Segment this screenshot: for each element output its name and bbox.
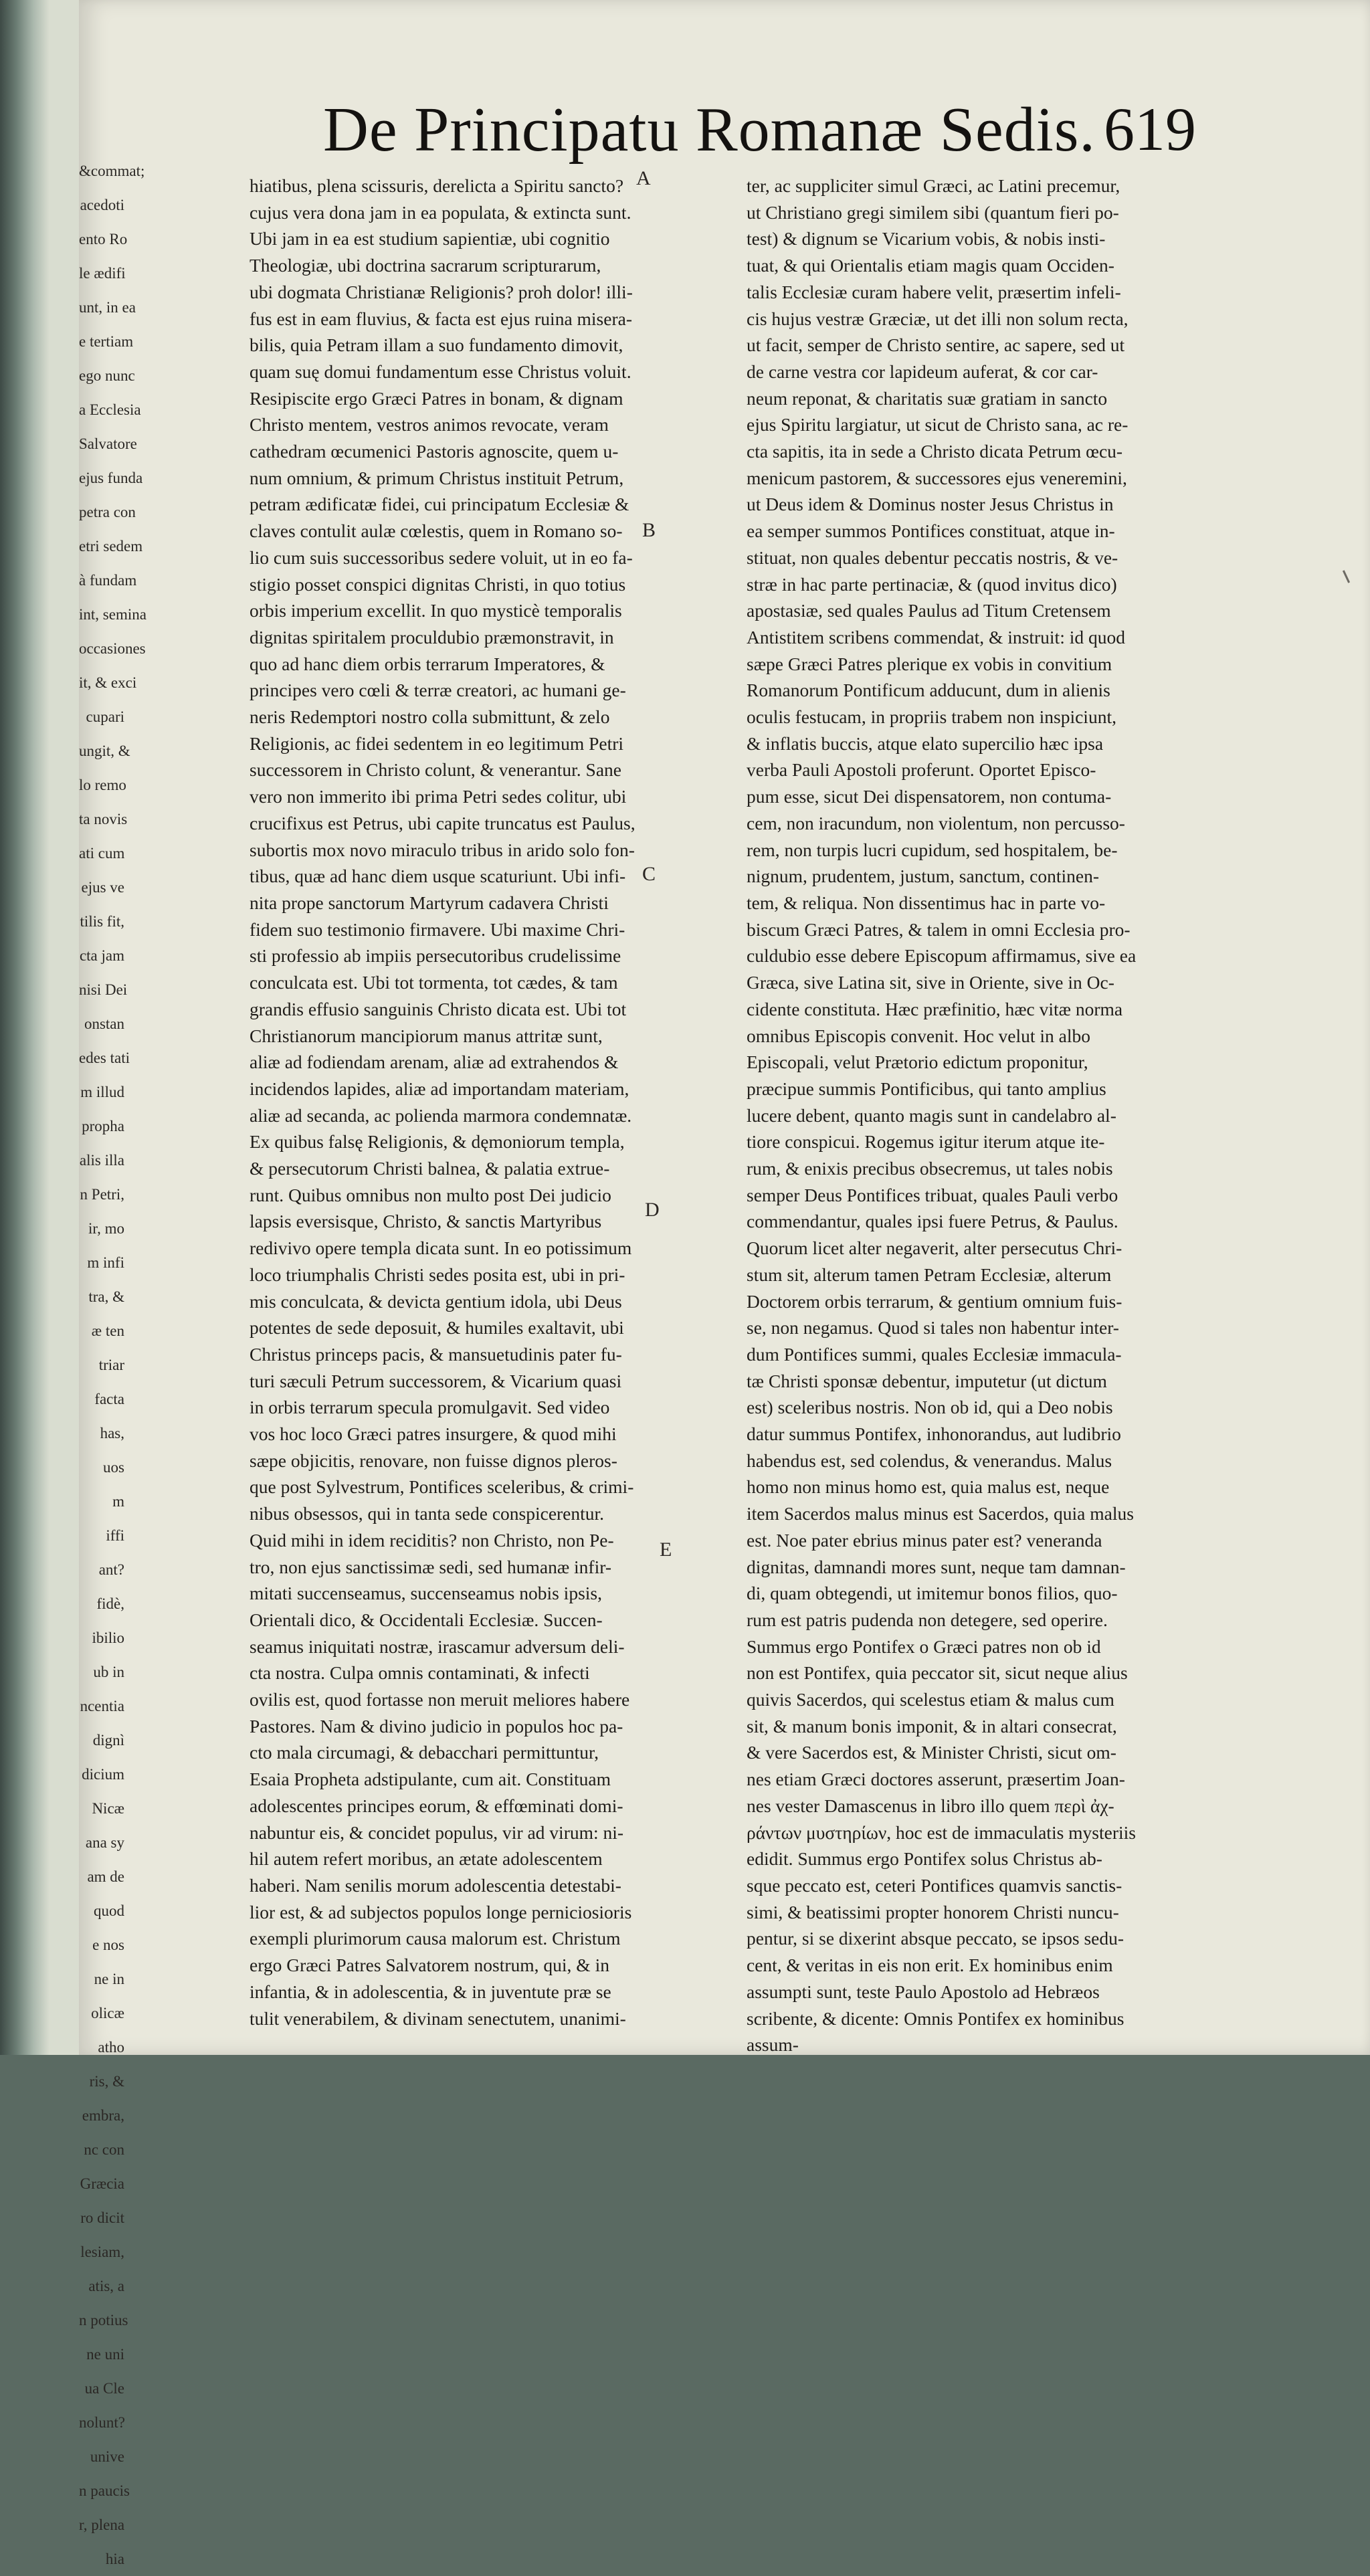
margin-letter-c: C — [642, 863, 656, 885]
text-line: Summus ergo Pontifex o Græci patres non ob id — [747, 1636, 1101, 1657]
facing-page-fragment: dignì — [92, 1732, 124, 1749]
text-line: Esaia Propheta adstipulante, cum ait. Constituam — [250, 1769, 611, 1790]
text-line: & vere Sacerdos est, & Minister Christi, sicut om- — [747, 1742, 1116, 1763]
text-line: cidente constituta. Hæc præfinitio, hæc vitæ norma — [747, 998, 1123, 1019]
text-line: homo non minus homo est, quia malus est, neque — [747, 1476, 1110, 1498]
page-number: 619 — [1104, 95, 1196, 163]
text-line: tem, & reliqua. Non dissentimus hac in parte vo- — [747, 892, 1106, 913]
facing-page-fragment: ro dicit — [80, 2209, 124, 2226]
facing-page-fragment: lo remo — [79, 777, 126, 793]
facing-page-fragment: æ ten — [91, 1322, 124, 1339]
facing-page-fragment: ne in — [94, 1971, 124, 1987]
facing-page-fragment: has, — [100, 1425, 124, 1442]
facing-page-fragment: olicæ — [91, 2005, 124, 2021]
facing-page-fragment: edes tati — [79, 1050, 130, 1066]
text-line: petram ædificatæ fidei, cui principatum Ecclesiæ & — [250, 494, 629, 515]
text-line: oculis festucam, in propriis trabem non inspiciunt, — [747, 706, 1116, 728]
facing-page-fragment: n potius — [79, 2312, 128, 2329]
text-line: nabuntur eis, & concidet populus, vir ad virum: ni- — [250, 1821, 624, 1843]
text-line: pentur, si se dixerint absque peccato, se ipsos sedu- — [747, 1928, 1124, 1949]
text-line: aliæ ad secanda, ac polienda marmora condemnatæ. — [250, 1104, 632, 1126]
margin-letter-b: B — [642, 519, 656, 541]
facing-page-fragment: Nicæ — [92, 1800, 124, 1817]
text-line: potentes de sede deposuit, & humiles exaltavit, ubi — [250, 1317, 624, 1339]
facing-page-fragment: dicium — [82, 1766, 124, 1783]
text-line: exempli plurimorum causa malorum est. Christum — [250, 1928, 621, 1949]
text-line: vero non immerito ibi prima Petri sedes colitur, ubi — [250, 786, 627, 807]
facing-page-fragment: ta novis — [79, 811, 128, 827]
text-line: Antistitem scribens commendat, & instruit: id quod — [747, 626, 1125, 648]
facing-page-fragment: a Ecclesia — [79, 401, 141, 418]
text-line: præcipue summis Pontificibus, qui tanto amplius — [747, 1078, 1106, 1099]
facing-page-fragment: Græcia — [80, 2175, 124, 2192]
text-line: neum reponat, & charitatis suæ gratiam in sancto — [747, 387, 1108, 409]
facing-page-fragment: tilis fit, — [80, 913, 124, 930]
facing-page-fragment: hia — [105, 2551, 124, 2567]
text-line: cem, non iracundum, non violentum, non percusso- — [747, 812, 1125, 833]
text-line: cis hujus vestræ Græciæ, ut det illi non solum recta, — [747, 308, 1129, 329]
text-line: ut facit, semper de Christo sentire, ac sapere, sed ut — [747, 334, 1125, 356]
text-line: claves contulit aulæ cœlestis, quem in Romano so- — [250, 520, 623, 542]
facing-page-fragment: ejus funda — [79, 470, 143, 486]
facing-page-fragment: n paucis — [79, 2482, 130, 2499]
text-line: seamus iniquitati nostræ, irascamur adversum deli- — [250, 1636, 625, 1657]
text-line: fidem suo testimonio firmavere. Ubi maxime Chri- — [250, 918, 625, 940]
text-line: se, non negamus. Quod si tales non habentur inter- — [747, 1317, 1119, 1339]
facing-page-fragment: nisi Dei — [79, 981, 128, 998]
text-line: tulit venerabilem, & divinam senectutem, unanimi- — [250, 2007, 626, 2029]
text-line: ter, ac suppliciter simul Græci, ac Latini precemur, — [747, 175, 1120, 196]
facing-page-fragment: ati cum — [79, 845, 125, 862]
right-text-column — [747, 173, 1208, 2058]
running-title: De Principatu Romanæ Sedis. — [323, 95, 1096, 165]
text-line: quo ad hanc diem orbis terrarum Imperatores, & — [250, 653, 605, 674]
text-line: infantia, & in adolescentia, & in juventute præ se — [250, 1981, 611, 2002]
text-line: nes vester Damascenus in libro illo quem περὶ ἀχ- — [747, 1795, 1114, 1816]
text-line: biscum Græci Patres, & talem in omni Ecclesia pro- — [747, 918, 1131, 940]
facing-page-fragment: ub in — [93, 1664, 124, 1680]
text-line: conculcata est. Ubi tot tormenta, tot cædes, & tam — [250, 972, 618, 993]
text-line: omnibus Episcopis convenit. Hoc velut in albo — [747, 1025, 1091, 1046]
text-line: neris Redemptori nostro colla submittunt, & zelo — [250, 706, 610, 728]
text-line: Episcopali, velut Prætorio edictum proponitur, — [747, 1052, 1088, 1073]
text-line: Christianorum mancipiorum manus attritæ sunt, — [250, 1025, 603, 1046]
text-line: sque peccato est, ceteri Pontifices quamvis sanctis- — [747, 1875, 1122, 1896]
text-line: lucere debent, quanto magis sunt in candelabro al- — [747, 1104, 1116, 1126]
text-line: runt. Quibus omnibus non multo post Dei judicio — [250, 1184, 611, 1205]
facing-page-fragment: int, semina — [79, 606, 146, 623]
text-line: Romanorum Pontificum adducunt, dum in alienis — [747, 680, 1110, 701]
text-line: non est Pontifex, quia peccator sit, sicut neque alius — [747, 1662, 1128, 1684]
text-line: lior est, & ad subjectos populos longe perniciosioris — [250, 1901, 632, 1922]
facing-page-fragment: ir, mo — [88, 1220, 124, 1237]
text-line: tibus, quæ ad hanc diem usque scaturiunt. Ubi infi- — [250, 866, 626, 887]
text-line: menicum pastorem, & successores ejus veneremini, — [747, 467, 1127, 488]
text-line: stigio posset conspici dignitas Christi, in quo totius — [250, 573, 626, 595]
facing-page-fragment: alis illa — [79, 1152, 124, 1169]
facing-page-fragment: ncentia — [80, 1698, 124, 1714]
text-line: adolescentes principes eorum, & effœminati domi- — [250, 1795, 623, 1816]
text-line: aliæ ad fodiendam arenam, aliæ ad extrahendos & — [250, 1052, 619, 1073]
text-line: sti professio ab impiis persecutoribus crudelissime — [250, 945, 621, 967]
text-line: habendus est, sed colendus, & venerandus. Malus — [747, 1450, 1112, 1471]
text-line: ovilis est, quod fortasse non meruit meliores habere — [250, 1689, 630, 1710]
text-line: & inflatis buccis, atque elato supercilio hæc ipsa — [747, 732, 1104, 754]
facing-page-fragment: iffi — [106, 1527, 124, 1544]
text-line: de carne vestra cor lapideum auferat, & cor car- — [747, 361, 1098, 382]
text-line: grandis effusio sanguinis Christo dicata est. Ubi tot — [250, 998, 627, 1019]
facing-page-fragment: ana sy — [85, 1834, 124, 1851]
text-line: Resipiscite ergo Græci Patres in bonam, & dignam — [250, 387, 623, 409]
text-line: edidit. Summus ergo Pontifex solus Christus ab- — [747, 1848, 1102, 1870]
text-line: assumpti sunt, teste Paulo Apostolo ad Hebræos — [747, 1981, 1100, 2002]
text-line: item Sacerdos malus minus est Sacerdos, quia malus — [747, 1503, 1134, 1524]
text-line: Doctorem orbis terrarum, & gentium omnium fuis- — [747, 1290, 1122, 1312]
text-line: ut Christiano gregi similem sibi (quantum fieri po- — [747, 201, 1119, 223]
facing-page-fragment: am de — [87, 1868, 124, 1885]
text-line: sæpe Græci Patres plerique ex vobis in convitium — [747, 653, 1112, 674]
facing-page-fragment: ejus ve — [81, 879, 124, 896]
facing-page-fragment: fidè, — [96, 1595, 124, 1612]
text-line: verba Pauli Apostoli proferunt. Oportet Episco- — [747, 759, 1096, 781]
text-line: principes vero cœli & terræ creatori, ac humani ge- — [250, 680, 626, 701]
text-line: ubi dogmata Christianæ Religionis? proh dolor! illi- — [250, 281, 633, 302]
book-page — [79, 0, 1370, 2567]
text-line: dignitas, damnandi mores sunt, neque tam damnan- — [747, 1556, 1126, 1577]
margin-letter-e: E — [660, 1539, 672, 1561]
text-line: tiore conspicui. Rogemus igitur iterum atque ite- — [747, 1131, 1105, 1153]
facing-page-fragment: uos — [103, 1459, 124, 1476]
text-line: commendantur, quales ipsi fuere Petrus, & Paulus. — [747, 1211, 1118, 1232]
text-line: quam suę domui fundamentum esse Christus voluit. — [250, 361, 631, 382]
text-line: culdubio esse debere Episcopum affirmamus, sive ea — [747, 945, 1137, 967]
facing-page-fragment: m illud — [80, 1084, 124, 1100]
facing-page-fragment: tra, & — [88, 1288, 124, 1305]
text-line: nignum, prudentem, justum, sanctum, continen- — [747, 866, 1099, 887]
text-line: nibus obsessos, qui in tanta sede conspicerentur. — [250, 1503, 605, 1524]
text-line: subortis mox novo miraculo tribus in arido solo fon- — [250, 839, 635, 860]
page-mark — [1343, 570, 1350, 583]
text-line: apostasiæ, sed quales Paulus ad Titum Cretensem — [747, 600, 1111, 621]
text-line: ea semper summos Pontifices constituat, atque in- — [747, 520, 1115, 542]
text-line: tæ Christi sponsæ debentur, imputetur (ut dictum — [747, 1370, 1107, 1391]
text-line: cujus vera dona jam in ea populata, & extincta sunt. — [250, 201, 631, 223]
facing-page-fragment: &commat; — [79, 163, 145, 179]
facing-page-fragment: ungit, & — [79, 742, 130, 759]
text-line: Græca, sive Latina sit, sive in Oriente, sive in Oc- — [747, 972, 1114, 993]
text-line: datur summus Pontifex, inhonorandus, aut ludibrio — [747, 1423, 1121, 1445]
text-line: cta sapitis, ita in sede a Christo dicata Petrum œcu- — [747, 441, 1123, 462]
text-line: loco triumphalis Christi sedes posita est, ubi in pri- — [250, 1264, 625, 1285]
facing-page-fragment: m infi — [87, 1254, 124, 1271]
facing-page-fragment: ris, & — [89, 2073, 124, 2090]
text-line: nita prope sanctorum Martyrum cadavera Christi — [250, 892, 609, 913]
facing-page-fragment: quod — [94, 1902, 124, 1919]
facing-page-fragment: ua Cle — [84, 2380, 124, 2397]
text-line: mis conculcata, & devicta gentium idola, ubi Deus — [250, 1290, 622, 1312]
text-line: orbis imperium excellit. In quo mysticè temporalis — [250, 600, 622, 621]
facing-page-fragment: cupari — [86, 708, 124, 725]
page-header — [243, 94, 1216, 177]
text-line: dignitas spiritalem proculdubio præmonstravit, in — [250, 626, 614, 648]
text-line: est. Noe pater ebrius minus pater est? veneranda — [747, 1529, 1102, 1551]
text-line: nes etiam Græci doctores asserunt, præsertim Joan- — [747, 1769, 1125, 1790]
text-line: est) sceleribus nostris. Non ob id, qui a Deo nobis — [747, 1397, 1113, 1418]
text-line: rem, non turpis lucri cupidum, sed hospitalem, be- — [747, 839, 1118, 860]
facing-page-fragment: n Petri, — [80, 1186, 124, 1203]
margin-letter-a: A — [636, 167, 651, 189]
facing-page-fragment: etri sedem — [79, 538, 143, 555]
facing-page-fragment: cta jam — [79, 947, 124, 964]
facing-page-fragment: nc con — [84, 2141, 124, 2158]
text-line: ut Deus idem & Dominus noster Jesus Christus in — [747, 494, 1114, 515]
facing-page-fragment: m — [112, 1493, 124, 1510]
text-line: stum sit, alterum tamen Petram Ecclesiæ, alterum — [747, 1264, 1112, 1285]
facing-page-fragment: à fundam — [79, 572, 137, 589]
facing-page-fragment: atho — [98, 2039, 124, 2056]
facing-page-fragment: r, plena — [79, 2516, 125, 2533]
text-line: ράντων μυστηρίων, hoc est de immaculatis mysteriis — [747, 1821, 1136, 1843]
text-line: semper Deus Pontifices tribuat, quales Pauli verbo — [747, 1184, 1118, 1205]
text-line: Ubi jam in ea est studium sapientiæ, ubi cognitio — [250, 228, 610, 250]
text-line: bilis, quia Petram illam a suo fundamento dimovit, — [250, 334, 623, 356]
facing-page-fragment: unt, in ea — [79, 299, 136, 316]
text-line: turi sæculi Petrum successorem, & Vicarium quasi — [250, 1370, 622, 1391]
facing-page-fragment: le ædifi — [79, 265, 126, 282]
left-text-column — [250, 173, 714, 2032]
text-line: Christo mentem, vestros animos revocate, veram — [250, 414, 609, 435]
text-line: cto mala circumagi, & debacchari permittuntur, — [250, 1742, 599, 1763]
facing-page-fragment: it, & exci — [79, 674, 137, 691]
text-line: Quid mihi in idem reciditis? non Christo, non Pe- — [250, 1529, 614, 1551]
facing-page-fragment: ne uni — [86, 2346, 124, 2363]
text-line: fus est in eam fluvius, & facta est ejus ruina misera- — [250, 308, 632, 329]
text-line: que post Sylvestrum, Pontifices sceleribus, & crimi- — [250, 1476, 634, 1498]
facing-page-fragment: propha — [82, 1118, 124, 1134]
text-line: ergo Græci Patres Salvatorem nostrum, qui, & in — [250, 1955, 609, 1976]
text-line: assum- — [747, 2034, 799, 2056]
text-line: sæpe objicitis, renovare, non fuisse dignos pleros- — [250, 1450, 617, 1471]
text-line: Christus princeps pacis, & mansuetudinis pater fu- — [250, 1343, 622, 1365]
text-line: incidendos lapides, aliæ ad importandam materiam, — [250, 1078, 629, 1099]
text-line: rum, & enixis precibus obsecremus, ut tales nobis — [747, 1158, 1113, 1179]
text-line: crucifixus est Petrus, ubi capite truncatus est Paulus, — [250, 812, 635, 833]
text-line: tuat, & qui Orientalis etiam magis quam Occiden- — [747, 255, 1114, 276]
text-line: lapsis eversisque, Christo, & sanctis Martyribus — [250, 1211, 602, 1232]
text-line: simi, & beatissimi propter honorem Christi nuncu- — [747, 1901, 1119, 1922]
text-line: cathedram œcumenici Pastoris agnoscite, quem u- — [250, 441, 619, 462]
facing-page-fragment: occasiones — [79, 640, 146, 657]
facing-page-fragment: ento Ro — [79, 231, 128, 247]
facing-page-fragment: embra, — [82, 2107, 124, 2124]
text-line: Theologiæ, ubi doctrina sacrarum scripturarum, — [250, 255, 601, 276]
facing-page-fragment: petra con — [79, 504, 136, 520]
text-line: di, quam obtegendi, ut imitemur bonos filios, quo- — [747, 1583, 1118, 1604]
facing-page-fragment: atis, a — [88, 2278, 124, 2294]
facing-page-fragment: unive — [90, 2448, 124, 2465]
facing-page-fragment: e tertiam — [79, 333, 134, 350]
text-line: sit, & manum bonis imponit, & in altari consecrat, — [747, 1715, 1117, 1737]
text-line: pum esse, sicut Dei dispensatorem, non contuma- — [747, 786, 1112, 807]
text-line: haberi. Nam senilis morum adolescentia detestabi- — [250, 1875, 621, 1896]
facing-page-fragment: ibilio — [92, 1629, 124, 1646]
text-line: stituat, non quales debentur peccatis nostris, & ve- — [747, 547, 1118, 568]
text-line: stræ in hac parte pertinaciæ, & (quod invitus dico) — [747, 573, 1117, 595]
facing-page-fragment: onstan — [84, 1015, 124, 1032]
text-line: tro, non ejus sanctissimæ sedi, sed humanæ infir- — [250, 1556, 611, 1577]
facing-page-strip — [79, 154, 146, 2567]
text-line: mitati succenseamus, succenseamus nobis ipsis, — [250, 1583, 602, 1604]
text-line: test) & dignum se Vicarium vobis, & nobis insti- — [747, 228, 1106, 250]
text-line: redivivo opere templa dicata sunt. In eo potissimum — [250, 1237, 632, 1259]
text-line: & persecutorum Christi balnea, & palatia extrue- — [250, 1158, 610, 1179]
margin-letter-d: D — [645, 1199, 660, 1221]
text-line: cent, & veritas in eis non erit. Ex hominibus enim — [747, 1955, 1113, 1976]
facing-page-fragment: lesiam, — [80, 2244, 124, 2260]
text-line: hiatibus, plena scissuris, derelicta a Spiritu sancto? — [250, 175, 624, 196]
text-line: hil autem refert moribus, an ætate adolescentem — [250, 1848, 603, 1870]
text-line: vos hoc loco Græci patres insurgere, & quod mihi — [250, 1423, 617, 1445]
text-line: successorem in Christo colunt, & venerantur. Sane — [250, 759, 621, 781]
text-line: lio cum suis successoribus sedere voluit, ut in eo fa- — [250, 547, 633, 568]
text-line: talis Ecclesiæ curam habere velit, præsertim infeli- — [747, 281, 1121, 302]
facing-page-fragment: facta — [94, 1391, 124, 1407]
text-line: ejus Spiritu largiatur, ut sicut de Christo sana, ac re- — [747, 414, 1129, 435]
facing-page-fragment: e nos — [92, 1937, 124, 1953]
text-line: cta nostra. Culpa omnis contaminati, & infecti — [250, 1662, 590, 1684]
facing-page-fragment: Salvatore — [79, 435, 137, 452]
text-line: dum Pontifices summi, quales Ecclesiæ immacula- — [747, 1343, 1122, 1365]
text-line: num omnium, & primum Christus instituit Petrum, — [250, 467, 624, 488]
text-line: Ex quibus falsę Religionis, & dęmoniorum templa, — [250, 1131, 625, 1153]
text-line: Orientali dico, & Occidentali Ecclesiæ. Succen- — [250, 1609, 603, 1630]
text-line: in orbis terrarum specula promulgavit. Sed video — [250, 1397, 610, 1418]
text-line: Religionis, ac fidei sedentem in eo legitimum Petri — [250, 732, 624, 754]
facing-page-fragment: acedoti — [80, 197, 124, 213]
facing-page-fragment: ant? — [98, 1561, 124, 1578]
facing-page-fragment: triar — [98, 1357, 124, 1373]
text-line: Pastores. Nam & divino judicio in populos hoc pa- — [250, 1715, 623, 1737]
text-line: Quorum licet alter negaverit, alter persecutus Chri- — [747, 1237, 1122, 1259]
text-line: scribente, & dicente: Omnis Pontifex ex hominibus — [747, 2007, 1124, 2029]
facing-page-fragment: ego nunc — [79, 367, 135, 384]
text-line: quivis Sacerdos, qui scelestus etiam & malus cum — [747, 1689, 1114, 1710]
text-line: rum est patris pudenda non detegere, sed operire. — [747, 1609, 1108, 1630]
facing-page-fragment: nolunt? — [79, 2414, 125, 2431]
